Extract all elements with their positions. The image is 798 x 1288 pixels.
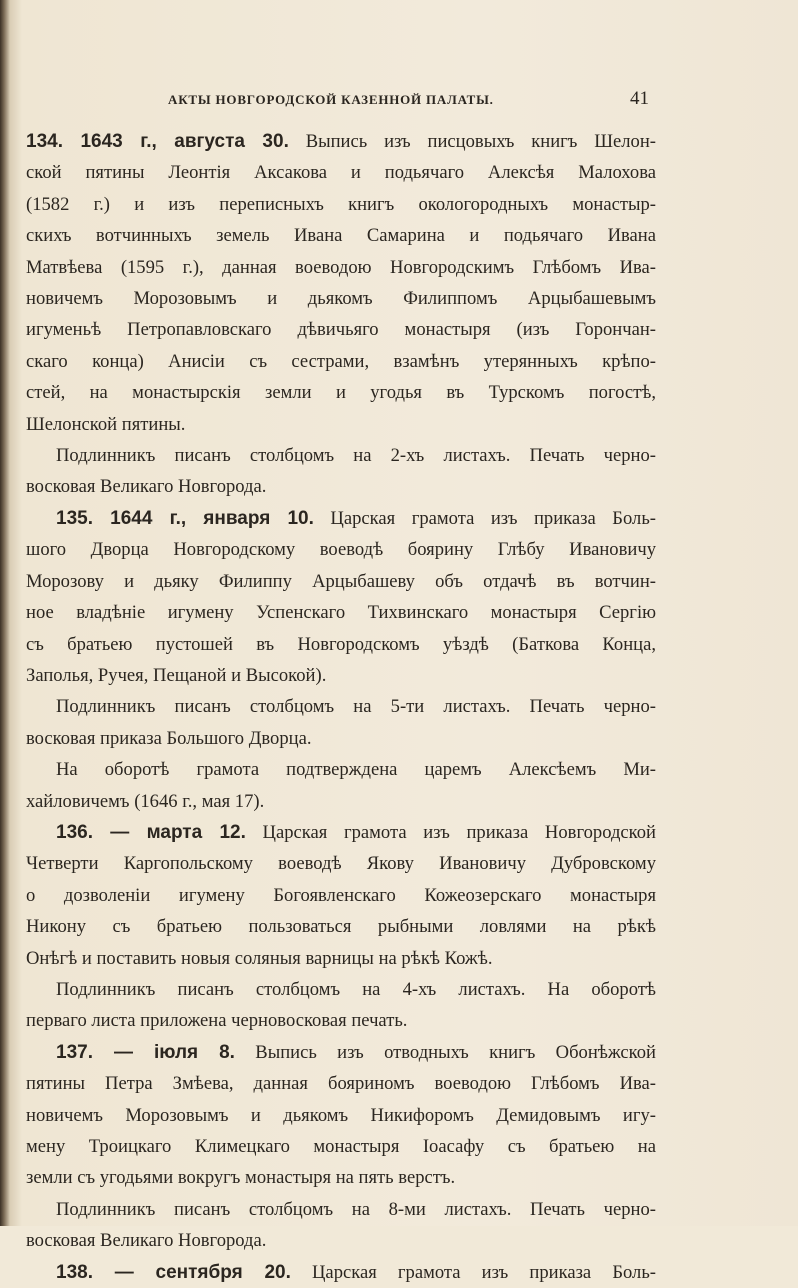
line-text: Подлинникъ писанъ столбцомъ на 4-хъ листахъ. На оборотѣ [56,978,656,1000]
text-line [26,126,656,157]
line-text: Никону съ братьею пользоваться рыбными ловлями на рѣкѣ [26,916,656,938]
line-text: ное владѣніе игумену Успенскаго Тихвинскаго монастыря Сергію [26,602,656,624]
line-text: о дозволеніи игумену Богоявленскаго Кожеозерскаго монастыря [26,884,656,906]
text-line [26,157,656,188]
text-line [26,817,656,848]
line-text: Царская грамота изъ приказа Боль- [290,1261,656,1283]
line-text: Царская грамота изъ приказа Боль- [313,507,656,529]
entry-number: 137. [56,1041,114,1063]
text-line [26,660,656,691]
header-title: АКТЫ НОВГОРОДСКОЙ КАЗЕННОЙ ПАЛАТЫ. [168,92,494,107]
running-header [168,88,668,114]
entry-number: 134. [26,131,81,152]
line-text: Матвѣева (1595 г.), данная воеводою Новгородскимъ Глѣбомъ Ива- [26,256,656,278]
text-line [26,189,656,220]
line-text: новичемъ Морозовымъ и дьякомъ Филиппомъ Арцыбашевымъ [26,288,656,310]
text-line [26,252,656,283]
text-line [26,566,656,597]
text-line [26,283,656,314]
line-text: новичемъ Морозовымъ и дьякомъ Никифоромъ Демидовымъ игу- [26,1104,656,1126]
entry-date: 1644 г., января 10. [110,507,314,529]
text-line [26,880,656,911]
entry-date: — сентября 20. [114,1261,291,1283]
line-text: скихъ вотчинныхъ земель Ивана Самарина и подьячаго Ивана [26,225,656,247]
line-text: Четверти Каргопольскому воеводѣ Якову Ивановичу Дубровскому [26,853,656,875]
text-line [26,974,656,1005]
line-text: хайловичемъ (1646 г., мая 17). [26,790,265,812]
line-text: восковая Великаго Новгорода. [26,476,267,498]
line-text: Подлинникъ писанъ столбцомъ на 5-ти листахъ. Печать черно- [56,696,656,718]
text-line [26,1005,656,1036]
line-text: Онѣгѣ и поставить новыя соляныя варницы на рѣкѣ Кожѣ. [26,947,493,969]
entry-date: 1643 г., августа 30. [80,131,289,152]
text-line [26,943,656,974]
text-line [26,1068,656,1099]
text-line [26,1225,656,1256]
text-line [26,754,656,785]
text-line [26,848,656,879]
entry-date: — іюля 8. [113,1041,235,1063]
line-text: восковая приказа Большого Дворца. [26,727,312,749]
entry-number: 138. [56,1261,115,1283]
entry-date: — марта 12. [110,821,246,843]
line-text: стей, на монастырскія земли и угодья въ Турскомъ погостѣ, [26,382,656,404]
text-line [26,1162,656,1193]
line-text: игуменьѣ Петропавловскаго дѣвичьяго монастыря (изъ Горончан- [26,319,656,341]
text-line [26,1100,656,1131]
line-text: Подлинникъ писанъ столбцомъ на 2-хъ листахъ. Печать черно- [56,445,656,467]
line-text: Морозову и дьяку Филиппу Арцыбашеву объ отдачѣ въ вотчин- [26,570,656,592]
line-text: шого Дворца Новгородскому воеводѣ боярину Глѣбу Ивановичу [26,539,656,561]
text-line [26,1037,656,1068]
line-text: Выпись изъ отводныхъ книгъ Обонѣжской [234,1041,656,1063]
line-text: съ братьею пустошей въ Новгородскомъ уѣздѣ (Баткова Конца, [26,633,656,655]
text-line [26,629,656,660]
text-line [26,597,656,628]
text-line [26,471,656,502]
text-line [26,503,656,534]
line-text: (1582 г.) и изъ переписныхъ книгъ окологородныхъ монастыр- [26,193,656,215]
entry-number: 135. [56,507,111,529]
text-line [26,346,656,377]
text-line [26,409,656,440]
text-line [26,1257,656,1288]
text-line [26,440,656,471]
line-text: На оборотѣ грамота подтверждена царемъ Алексѣемъ Ми- [56,759,656,781]
line-text: земли съ угодьями вокругъ монастыря на пять верстъ. [26,1167,456,1189]
line-text: восковая Великаго Новгорода. [26,1230,267,1252]
text-line [26,911,656,942]
text-line [26,1131,656,1162]
page-number: 41 [630,88,649,109]
entry-number: 136. [56,821,111,843]
line-text: Заполья, Ручея, Пещаной и Высокой). [26,664,327,686]
line-text: мену Троицкаго Климецкаго монастыря Іоасафу съ братьею на [26,1136,656,1157]
line-text: Выпись изъ писцовыхъ книгъ Шелон- [288,131,657,152]
line-text: Царская грамота изъ приказа Новгородской [245,821,657,843]
line-text: Подлинникъ писанъ столбцомъ на 8-ми листахъ. Печать черно- [56,1198,656,1220]
line-text: пятины Петра Змѣева, данная бояриномъ воеводою Глѣбомъ Ива- [26,1073,656,1095]
text-line [26,723,656,754]
text-line [26,534,656,565]
line-text: перваго листа приложена черновосковая печать. [26,1010,408,1032]
text-line [26,691,656,722]
text-line [26,1194,656,1225]
text-line [26,220,656,251]
line-text: ской пятины Леонтія Аксакова и подьячаго Алексѣя Малохова [26,162,656,184]
text-line [26,314,656,345]
text-line [26,786,656,817]
line-text: скаго конца) Анисіи съ сестрами, взамѣнъ утерянныхъ крѣпо- [26,350,656,372]
text-line [26,377,656,408]
body-text [26,126,656,1288]
line-text: Шелонской пятины. [26,413,186,435]
